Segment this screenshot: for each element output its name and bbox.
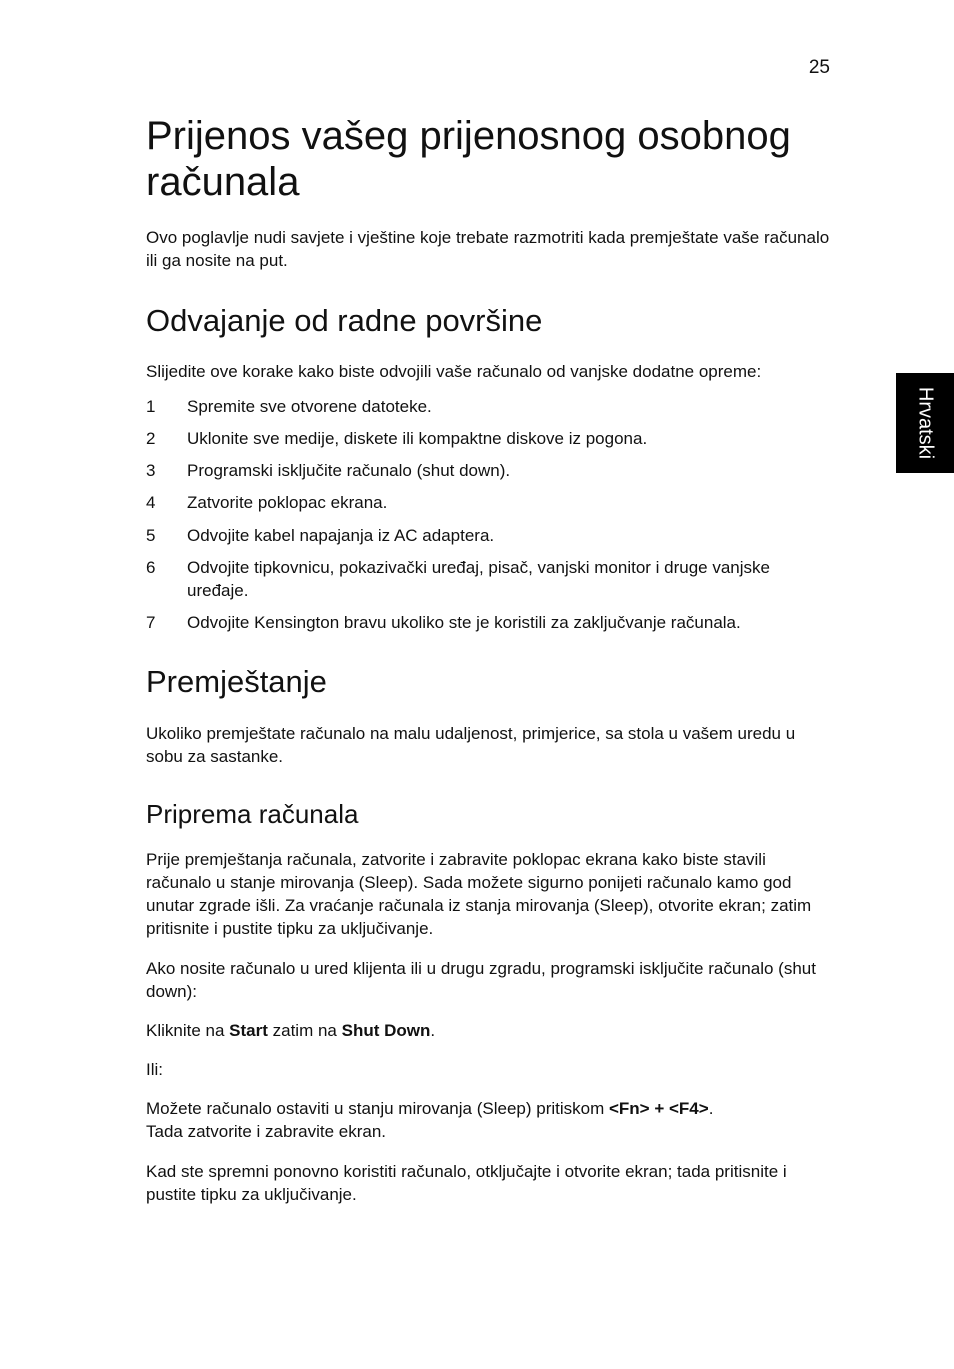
step-text: Programski isključite računalo (shut down). [187, 461, 511, 480]
step-text: Uklonite sve medije, diskete ili kompaktne diskove iz pogona. [187, 429, 648, 448]
disconnect-lead: Slijedite ove korake kako biste odvojili vaše računalo od vanjske dodatne opreme: [146, 362, 762, 381]
step-text: Zatvorite poklopac ekrana. [187, 493, 388, 512]
sleep-keys: <Fn> + <F4> [608, 1099, 709, 1118]
page-number: 25 [808, 57, 830, 78]
step-number: 7 [146, 613, 156, 632]
click-suffix: . [430, 1021, 436, 1040]
sleep-line2: Tada zatvorite i zabravite ekran. [146, 1122, 387, 1141]
step-text: Odvojite tipkovnicu, pokazivački uređaj, pisač, vanjski monitor i druge vanjske uređaje. [187, 558, 770, 600]
or-text: Ili: [146, 1060, 163, 1079]
step-text: Odvojite kabel napajanja iz AC adaptera. [187, 526, 495, 545]
step-number: 2 [146, 429, 156, 448]
language-tab [896, 373, 954, 473]
subsection-heading-prepare: Priprema računala [146, 799, 359, 829]
shutdown-paragraph: Ako nosite računalo u ured klijenta ili u drugu zgradu, programski isključite računalo (shut down): [146, 959, 816, 1001]
moving-lead: Ukoliko premještate računalo na malu udaljenost, primjerice, sa stola u vašem uredu u sobu za sastanke. [146, 724, 796, 766]
final-paragraph: Kad ste spremni ponovno koristiti računalo, otključajte i otvorite ekran; tada pritisnite i pustite tipku za uključivanje. [146, 1162, 787, 1204]
sleep-instruction [146, 1097, 830, 1143]
step-number: 1 [146, 397, 156, 416]
intro-paragraph: Ovo poglavlje nudi savjete i vještine koje trebate razmotriti kada premještate vaše računalo ili ga nosite na put. [146, 228, 830, 270]
shutdown-label: Shut Down [341, 1021, 431, 1040]
step-number: 4 [146, 493, 156, 512]
click-prefix: Kliknite na [146, 1021, 230, 1040]
section-heading-disconnect: Odvajanje od radne površine [146, 303, 543, 338]
page-title: Prijenos vašeg prijenosnog osobnog računala [146, 114, 791, 204]
step-text: Odvojite Kensington bravu ukoliko ste je koristili za zaključvanje računala. [187, 613, 741, 632]
click-mid: zatim na [267, 1021, 342, 1040]
step-number: 3 [146, 461, 156, 480]
step-text: Spremite sve otvorene datoteke. [187, 397, 432, 416]
start-label: Start [229, 1021, 268, 1040]
step-number: 6 [146, 558, 156, 577]
sleep-prefix: Možete računalo ostaviti u stanju mirovanja (Sleep) pritiskom [146, 1099, 609, 1118]
step-number: 5 [146, 526, 156, 545]
prepare-paragraph: Prije premještanja računala, zatvorite i zabravite poklopac ekrana kako biste stavili računalo u stanje mirovanja (Sleep). Sada možete sigurno ponijeti računalo kamo god unutar zgrade išli. Za vraćanje računala iz stanja mirovanja (Sleep), otvorite ekran; zatim pritisnite i pustite tipku za uključivanje. [146, 850, 812, 938]
sleep-suffix: . [708, 1099, 714, 1118]
click-instruction [146, 1019, 830, 1042]
section-heading-moving: Premještanje [146, 664, 327, 699]
language-tab-label: Hrvatski [914, 386, 937, 460]
